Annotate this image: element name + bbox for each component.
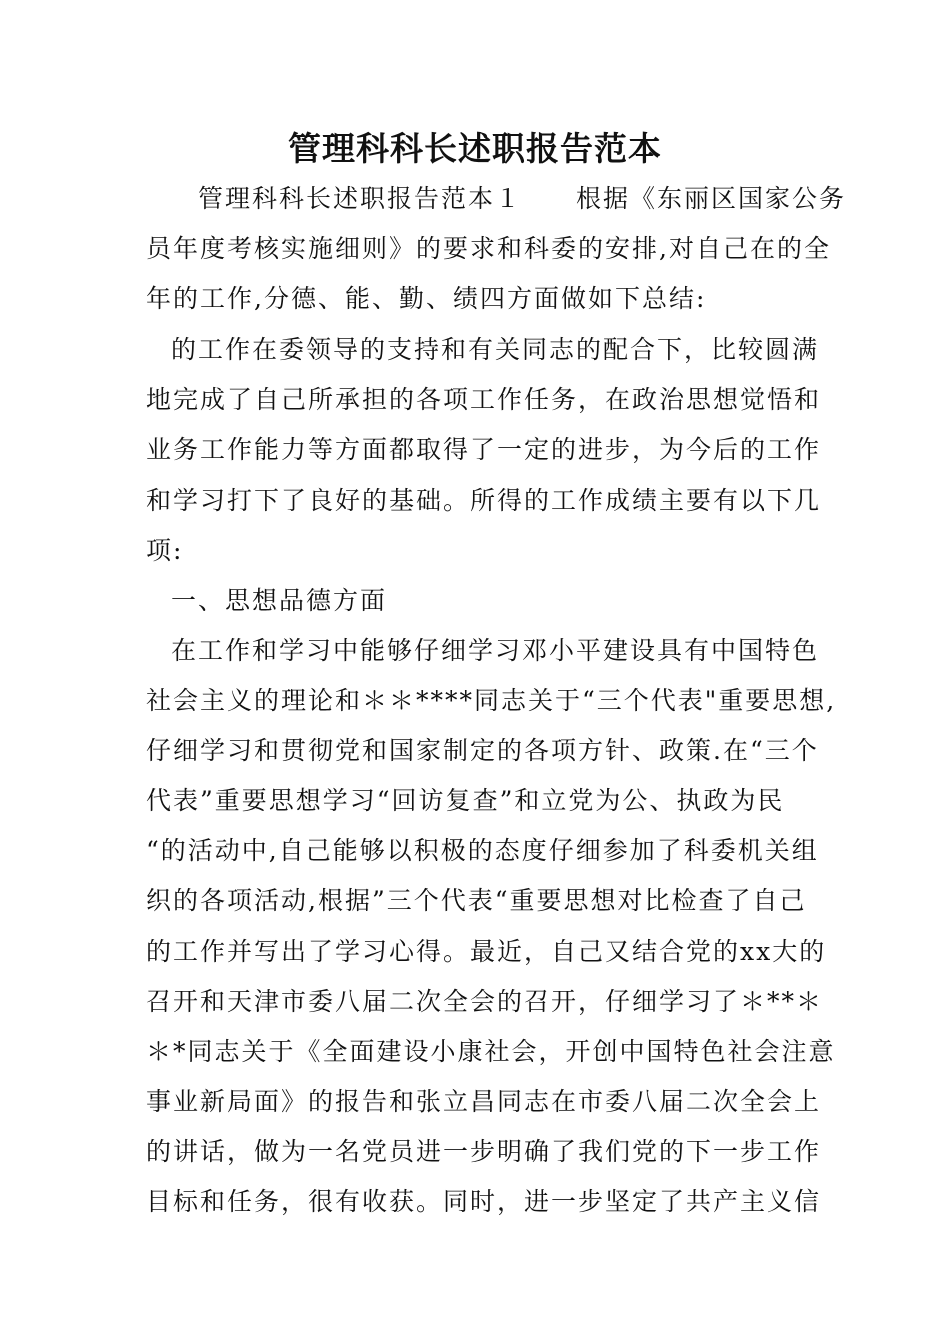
paragraph-line: 目标和任务，很有收获。同时，进一步坚定了共产主义信 [146, 1187, 822, 1216]
paragraph-line: 在工作和学习中能够仔细学习邓小平建设具有中国特色 [171, 636, 820, 665]
paragraph-line: 和学习打下了良好的基础。所得的工作成绩主要有以下几 [146, 486, 822, 515]
paragraph-line: 社会主义的理论和＊＊****同志关于“三个代表"重要思想, [146, 686, 837, 715]
paragraph-line: 年的工作,分德、能、勤、绩四方面做如下总结: [146, 284, 707, 313]
paragraph-line: 事业新局面》的报告和张立昌同志在市委八届二次全会上 [146, 1087, 822, 1116]
paragraph-line: “的活动中,自己能够以积极的态度仔细参加了科委机关组 [146, 836, 819, 865]
paragraph-line: 业务工作能力等方面都取得了一定的进步，为今后的工作 [146, 435, 822, 464]
paragraph-line: 项: [146, 536, 184, 565]
paragraph-line: 代表”重要思想学习“回访复查”和立党为公、执政为民 [146, 786, 785, 815]
paragraph-line: 管理科科长述职报告范本１ 根据《东丽区国家公务 [198, 184, 847, 213]
paragraph-line: 地完成了自己所承担的各项工作任务，在政治思想觉悟和 [146, 385, 822, 414]
paragraph-line: 织的各项活动,根据”三个代表“重要思想对比检查了自己 [146, 886, 807, 915]
section-heading: 一、思想品德方面 [171, 586, 388, 615]
paragraph-line: 仔细学习和贯彻党和国家制定的各项方针、政策.在“三个 [146, 736, 819, 765]
document-title: 管理科科长述职报告范本 [288, 129, 662, 168]
paragraph-line: 召开和天津市委八届二次全会的召开，仔细学习了＊**＊ [146, 987, 824, 1016]
paragraph-line: 员年度考核实施细则》的要求和科委的安排,对自己在的全 [146, 234, 831, 263]
paragraph-line: 的工作在委领导的支持和有关同志的配合下，比较圆满 [171, 335, 820, 364]
paragraph-line: 的讲话，做为一名党员进一步明确了我们党的下一步工作 [146, 1137, 822, 1166]
paragraph-line: 的工作并写出了学习心得。最近，自己又结合党的xx大的 [146, 937, 827, 966]
paragraph-line: ＊*同志关于《全面建设小康社会，开创中国特色社会注意 [146, 1037, 836, 1066]
